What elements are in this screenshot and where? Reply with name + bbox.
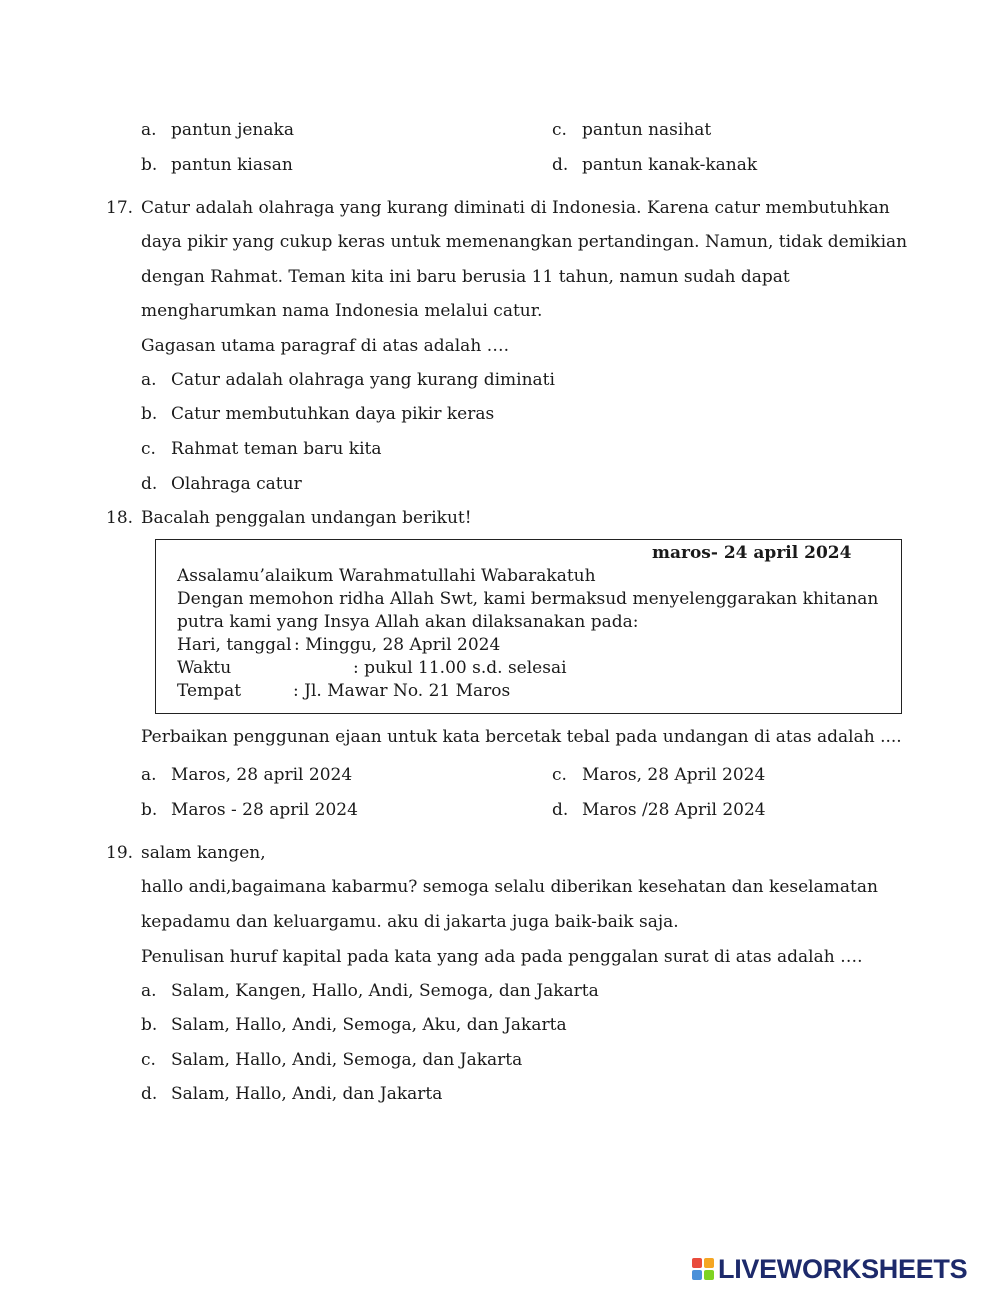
q19-option-d-text: Salam, Hallo, Andi, dan Jakarta xyxy=(171,1084,443,1104)
q19-option-d-label: d. xyxy=(141,1084,158,1104)
q18-question: Perbaikan penggunan ejaan untuk kata bercetak tebal pada undangan di atas adalah .... xyxy=(141,727,902,747)
q18-intro: Bacalah penggalan undangan berikut! xyxy=(141,508,472,528)
invitation-date: maros- 24 april 2024 xyxy=(652,543,852,563)
invitation-line-2: Dengan memohon ridha Allah Swt, kami bermaksud menyelenggarakan khitanan xyxy=(177,589,879,609)
invitation-time-label: Waktu xyxy=(177,658,232,678)
q17-question: Gagasan utama paragraf di atas adalah …. xyxy=(141,336,510,356)
q17-paragraph-line-1: Catur adalah olahraga yang kurang diminati di Indonesia. Karena catur membutuhkan xyxy=(141,198,890,218)
q17-option-b-label: b. xyxy=(141,404,158,424)
q17-option-d-label: d. xyxy=(141,474,158,494)
liveworksheets-logo-text: LIVEWORKSHEETS xyxy=(718,1253,968,1284)
q17-number: 17. xyxy=(106,198,134,218)
invitation-place-value: : Jl. Mawar No. 21 Maros xyxy=(293,681,511,701)
liveworksheets-logo xyxy=(692,1254,967,1284)
q17-option-c-label: c. xyxy=(141,439,156,459)
q18-option-b-label: b. xyxy=(141,800,158,820)
q18-option-d-label: d. xyxy=(552,800,569,820)
q16-option-b-label: b. xyxy=(141,155,158,175)
q18-option-d-text: Maros /28 April 2024 xyxy=(582,800,766,820)
q16-option-c-label: c. xyxy=(552,120,567,140)
q19-number: 19. xyxy=(106,843,134,863)
q19-option-b-label: b. xyxy=(141,1015,158,1035)
invitation-greeting: Assalamu’alaikum Warahmatullahi Wabarakatuh xyxy=(177,566,596,586)
q17-paragraph-line-2: daya pikir yang cukup keras untuk memenangkan pertandingan. Namun, tidak demikian xyxy=(141,232,908,252)
q18-option-a-text: Maros, 28 april 2024 xyxy=(171,765,353,785)
logo-square-4 xyxy=(704,1270,714,1280)
q17-option-b-text: Catur membutuhkan daya pikir keras xyxy=(171,404,495,424)
logo-square-1 xyxy=(692,1258,702,1268)
q19-option-c-text: Salam, Hallo, Andi, Semoga, dan Jakarta xyxy=(171,1050,523,1070)
invitation-line-3: putra kami yang Insya Allah akan dilaksanakan pada: xyxy=(177,612,639,632)
q16-option-c-text: pantun nasihat xyxy=(582,120,712,140)
invitation-time-value: : pukul 11.00 s.d. selesai xyxy=(353,658,567,678)
logo-square-3 xyxy=(692,1270,702,1280)
q19-option-a-text: Salam, Kangen, Hallo, Andi, Semoga, dan Jakarta xyxy=(171,981,599,1001)
q17-option-a-label: a. xyxy=(141,370,157,390)
q18-option-c-label: c. xyxy=(552,765,567,785)
q17-paragraph-line-3: dengan Rahmat. Teman kita ini baru berusia 11 tahun, namun sudah dapat xyxy=(141,267,790,287)
q19-option-c-label: c. xyxy=(141,1050,156,1070)
invitation-place-label: Tempat xyxy=(177,681,242,701)
q18-option-b-text: Maros - 28 april 2024 xyxy=(171,800,358,820)
q17-paragraph-line-4: mengharumkan nama Indonesia melalui catur. xyxy=(141,301,543,321)
q16-option-b-text: pantun kiasan xyxy=(171,155,293,175)
q17-option-a-text: Catur adalah olahraga yang kurang diminati xyxy=(171,370,555,390)
q18-number: 18. xyxy=(106,508,134,528)
q19-letter-line-3: kepadamu dan keluargamu. aku di jakarta juga baik-baik saja. xyxy=(141,912,679,932)
q19-option-b-text: Salam, Hallo, Andi, Semoga, Aku, dan Jakarta xyxy=(171,1015,567,1035)
q19-letter-line-2: hallo andi,bagaimana kabarmu? semoga selalu diberikan kesehatan dan keselamatan xyxy=(141,877,878,897)
invitation-box xyxy=(155,539,902,714)
q16-option-d-label: d. xyxy=(552,155,569,175)
q19-option-a-label: a. xyxy=(141,981,157,1001)
liveworksheets-logo-icon xyxy=(692,1258,714,1280)
q19-letter-line-1: salam kangen, xyxy=(141,843,266,863)
invitation-day-value: : Minggu, 28 April 2024 xyxy=(294,635,501,655)
q18-option-c-text: Maros, 28 April 2024 xyxy=(582,765,766,785)
logo-square-2 xyxy=(704,1258,714,1268)
q16-option-a-label: a. xyxy=(141,120,157,140)
q18-option-a-label: a. xyxy=(141,765,157,785)
q16-option-d-text: pantun kanak-kanak xyxy=(582,155,758,175)
q16-option-a-text: pantun jenaka xyxy=(171,120,294,140)
q17-option-d-text: Olahraga catur xyxy=(171,474,302,494)
q19-question: Penulisan huruf kapital pada kata yang ada pada penggalan surat di atas adalah …. xyxy=(141,947,863,967)
invitation-day-label: Hari, tanggal xyxy=(177,635,292,655)
q17-option-c-text: Rahmat teman baru kita xyxy=(171,439,382,459)
